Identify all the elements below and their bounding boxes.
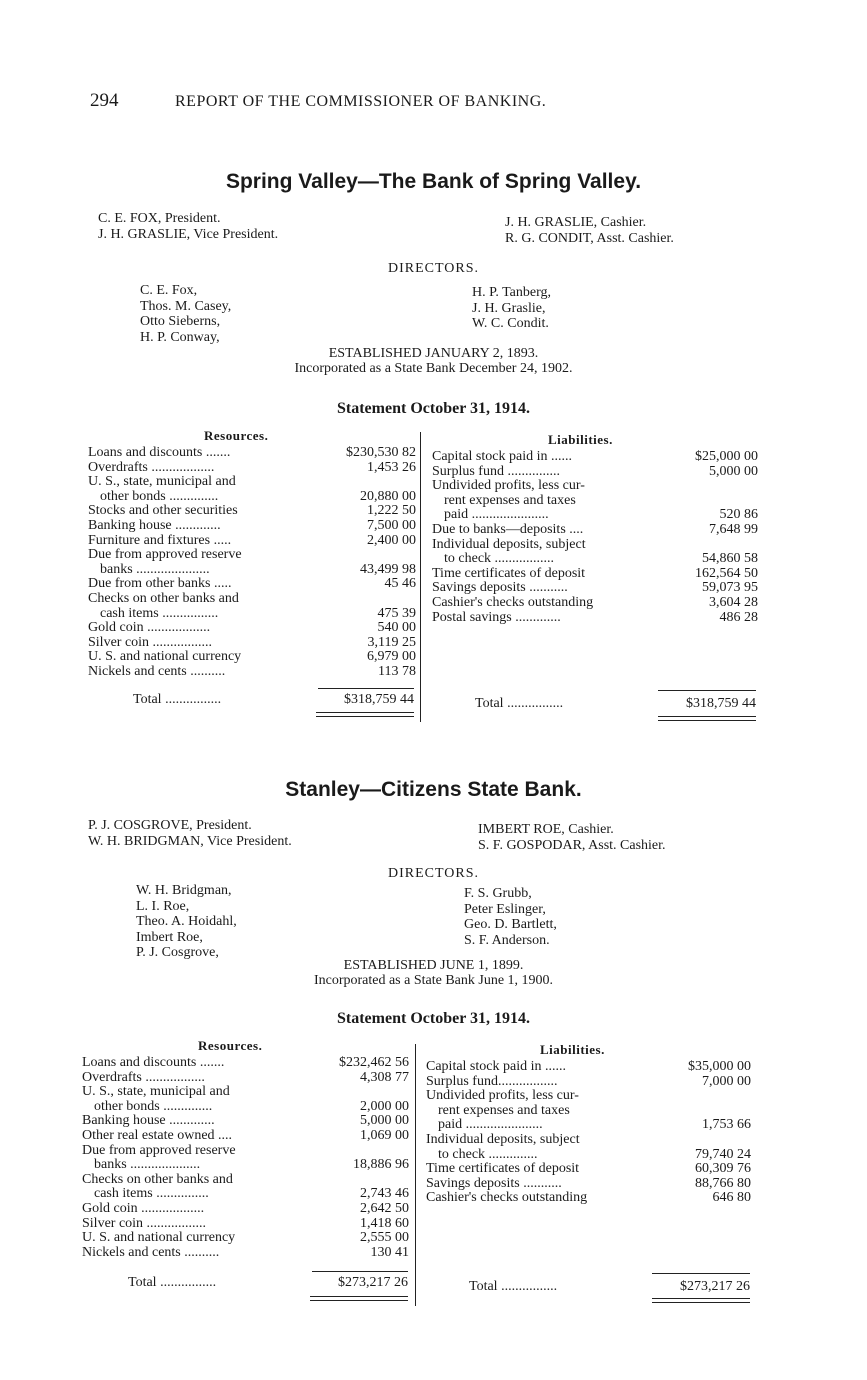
ledger-row [82,1158,409,1173]
director-name: W. C. Condit. [472,316,549,331]
item-label: U. S. and national currency [88,650,242,665]
ledger-row [82,1129,409,1144]
item-amount: 1,753 66 [702,1117,751,1133]
ledger-row [432,538,758,553]
total-liabilities: $318,759 44 [686,696,756,711]
double-rule-top [658,716,756,717]
item-label: Overdrafts .................. [88,460,215,475]
item-label: paid ...................... [444,508,549,523]
ledger-row [426,1118,751,1133]
item-label: Surplus fund................. [426,1074,558,1089]
item-amount: 540 00 [377,620,416,636]
item-label: Capital stock paid in ...... [432,450,572,464]
ledger-row [88,607,416,622]
officer-line: P. J. COSGROVE, President. [88,818,252,833]
total-resources: $273,217 26 [338,1275,408,1290]
item-amount: 59,073 95 [702,580,758,596]
ledger-row [82,1231,409,1246]
officer-line: S. F. GOSPODAR, Asst. Cashier. [478,838,666,853]
ledger-row [82,1144,409,1159]
item-label: to check .............. [438,1147,538,1162]
officer-line: IMBERT ROE, Cashier. [478,822,614,837]
ledger-row [82,1187,409,1202]
officer-line: J. H. GRASLIE, Vice President. [98,227,279,242]
ledger-row [432,581,758,596]
ledger-row [88,548,416,563]
bank-title: Stanley—Citizens State Bank. [285,778,582,801]
ledger-row [88,563,416,578]
item-amount: 20,880 00 [360,488,416,504]
item-label: Due from other banks ..... [88,577,232,592]
item-amount: 2,642 50 [360,1200,409,1216]
item-label: to check ................. [444,552,555,567]
ledger-row [82,1100,409,1115]
item-label: rent expenses and taxes [438,1103,570,1118]
ledger-row [88,621,416,636]
ledger-row [426,1177,751,1192]
item-label: other bonds .............. [100,489,219,504]
item-label: Postal savings ............. [432,610,561,625]
item-amount: 113 78 [378,663,416,679]
item-label: Furniture and fixtures ..... [88,533,232,548]
director-name: Thos. M. Casey, [140,298,232,314]
directors-label: DIRECTORS. [387,261,480,276]
item-amount: 2,400 00 [367,532,416,548]
item-amount: 1,453 26 [367,459,416,475]
item-amount: 88,766 80 [695,1175,751,1191]
director-name: W. H. Bridgman, [136,883,232,898]
ledger-row [88,636,416,651]
double-rule-bottom [652,1302,750,1303]
ledger-row [426,1191,751,1206]
item-amount: 5,000 00 [360,1113,409,1129]
ledger-row [88,461,416,476]
director-name: L. I. Roe, [136,898,190,914]
item-amount: 18,886 96 [353,1157,409,1173]
item-label: Due to banks—deposits .... [432,522,584,537]
resources-list [82,1056,409,1260]
ledger-row [426,1104,751,1119]
item-amount: $230,530 82 [346,445,416,460]
item-label: Silver coin ................. [88,635,213,650]
item-amount: $25,000 00 [695,449,758,464]
item-label: Silver coin ................. [82,1216,207,1231]
ledger-row [82,1173,409,1188]
page-number: 294 [90,90,119,111]
subtotal-rule [652,1273,750,1274]
item-label: Nickels and cents .......... [82,1245,220,1260]
ledger-row [432,494,758,509]
item-amount: 646 80 [712,1190,751,1206]
ledger-row [426,1162,751,1177]
item-label: Banking house ............. [82,1114,215,1129]
item-label: Time certificates of deposit [426,1162,580,1177]
item-label: Banking house ............. [88,518,221,533]
item-label: Gold coin .................. [88,621,211,636]
established [0,346,867,376]
item-amount: 520 86 [719,507,758,523]
ledger-row [426,1133,751,1148]
ledger-row [88,650,416,665]
item-amount: 2,743 46 [360,1186,409,1202]
item-label: Surplus fund ............... [432,464,560,479]
subtotal-rule [312,1271,408,1272]
item-amount: 54,860 58 [702,551,758,567]
director-name: Peter Eslinger, [464,901,546,917]
item-label: banks .................... [94,1158,201,1173]
item-label: cash items ............... [94,1187,209,1202]
item-label: Loans and discounts ....... [82,1056,225,1070]
item-label: Stocks and other securities [88,504,238,519]
established-line: ESTABLISHED JUNE 1, 1899. [343,958,524,973]
item-label: Time certificates of deposit [432,566,586,581]
total-resources: $318,759 44 [344,692,414,707]
director-name: Imbert Roe, [136,929,203,945]
ledger-row [432,450,758,465]
item-label: paid ...................... [438,1118,543,1133]
item-label: Due from approved reserve [82,1143,236,1158]
director-name: J. H. Graslie, [472,300,546,316]
item-amount: 7,000 00 [702,1073,751,1089]
officers-left [88,818,292,850]
item-amount: $232,462 56 [339,1055,409,1070]
director-name: P. J. Cosgrove, [136,945,219,960]
ledger-row [88,592,416,607]
double-rule-bottom [658,720,756,721]
item-amount: 2,000 00 [360,1098,409,1114]
item-label: Gold coin .................. [82,1201,205,1216]
ledger-row [426,1148,751,1163]
ledger-row [432,596,758,611]
ledger-row [426,1075,751,1090]
directors-right [464,886,557,948]
item-label: Checks on other banks and [88,591,239,606]
directors-left [136,883,237,961]
total-label: Total ................ [133,692,222,707]
total-liabilities-row [475,696,756,712]
officer-line: J. H. GRASLIE, Cashier. [505,215,647,230]
item-amount: 5,000 00 [709,463,758,479]
ledger-row [88,534,416,549]
ledger-row [82,1202,409,1217]
ledger-row [82,1085,409,1100]
item-amount: 3,119 25 [367,634,416,650]
item-amount: 130 41 [370,1244,409,1260]
item-label: Savings deposits ........... [432,581,568,596]
item-label: Nickels and cents .......... [88,664,226,679]
subtotal-rule [658,690,756,691]
item-label: Due from approved reserve [88,548,242,563]
ledger-row [88,504,416,519]
officers-right [505,215,674,247]
item-label: Individual deposits, subject [426,1132,580,1147]
item-amount: $35,000 00 [688,1059,751,1074]
item-amount: 79,740 24 [695,1146,751,1162]
column-divider [420,432,421,722]
directors-label: DIRECTORS. [387,866,480,881]
double-rule-top [316,712,414,713]
item-label: Individual deposits, subject [432,537,586,552]
item-label: banks ..................... [100,562,210,577]
ledger-row [432,611,758,626]
item-label: Undivided profits, less cur- [432,479,585,494]
officer-line: W. H. BRIDGMAN, Vice President. [88,834,292,849]
incorporated-line: Incorporated as a State Bank June 1, 1900. [313,973,554,988]
item-label: U. S. and national currency [82,1231,236,1246]
double-rule-top [652,1298,750,1299]
item-label: Other real estate owned .... [82,1128,233,1143]
item-amount: 43,499 98 [360,561,416,577]
director-name: Otto Sieberns, [140,314,221,329]
statement-title: Statement October 31, 1914. [337,400,530,417]
ledger-row [432,552,758,567]
ledger-row [88,475,416,490]
item-label: cash items ................ [100,606,219,621]
director-name: Geo. D. Bartlett, [464,917,557,932]
total-label: Total ................ [469,1279,558,1294]
resources-heading: Resources. [198,1038,263,1053]
liabilities-list [426,1060,751,1206]
total-label: Total ................ [475,696,564,711]
item-amount: 486 28 [719,609,758,625]
item-label: Loans and discounts ....... [88,446,231,460]
item-label: other bonds .............. [94,1099,213,1114]
item-label: U. S., state, municipal and [88,475,236,490]
liabilities-heading: Liabilities. [548,432,613,447]
ledger-row [88,446,416,461]
item-label: Undivided profits, less cur- [426,1089,579,1104]
item-label: Checks on other banks and [82,1172,233,1187]
double-rule-bottom [310,1300,408,1301]
director-name: Theo. A. Hoidahl, [136,914,237,929]
subtotal-rule [318,688,414,689]
item-label: Capital stock paid in ...... [426,1060,566,1074]
item-label: Cashier's checks outstanding [426,1191,588,1206]
ledger-row [82,1114,409,1129]
officers-right [478,822,666,854]
column-divider [415,1044,416,1306]
total-resources-row [133,692,414,708]
item-label: rent expenses and taxes [444,493,576,508]
ledger-row [426,1089,751,1104]
ledger-row [432,508,758,523]
resources-list [88,446,416,680]
ledger-row [88,519,416,534]
resources-heading: Resources. [204,428,269,443]
liabilities-list [432,450,758,625]
item-amount: 4,308 77 [360,1069,409,1085]
incorporated-line: Incorporated as a State Bank December 24, 1902. [294,361,573,376]
total-liabilities: $273,217 26 [680,1279,750,1294]
bank-title: Spring Valley—The Bank of Spring Valley. [225,170,642,193]
statement-title: Statement October 31, 1914. [337,1010,530,1027]
ledger-row [432,523,758,538]
ledger-row [88,577,416,592]
item-label: Overdrafts ................. [82,1070,205,1085]
total-liabilities-row [469,1279,750,1295]
liabilities-heading: Liabilities. [540,1042,605,1057]
item-amount: 7,500 00 [367,517,416,533]
director-name: H. P. Conway, [140,329,220,345]
officers-left [98,211,278,243]
director-name: H. P. Tanberg, [472,285,552,300]
ledger-row [432,479,758,494]
running-title: REPORT OF THE COMMISSIONER OF BANKING. [175,93,547,110]
ledger-row [82,1056,409,1071]
double-rule-bottom [316,716,414,717]
item-label: Cashier's checks outstanding [432,595,594,610]
established-line: ESTABLISHED JANUARY 2, 1893. [328,346,539,361]
item-amount: 475 39 [377,605,416,621]
director-name: S. F. Anderson. [464,932,550,948]
director-name: F. S. Grubb, [464,886,532,901]
item-amount: 6,979 00 [367,649,416,665]
item-amount: 60,309 76 [695,1161,751,1177]
item-amount: 162,564 50 [695,565,758,581]
officer-line: R. G. CONDIT, Asst. Cashier. [505,231,674,246]
total-resources-row [128,1275,408,1291]
ledger-row [432,567,758,582]
director-name: C. E. Fox, [140,283,198,298]
item-amount: 45 46 [384,576,416,592]
officer-line: C. E. FOX, President. [98,211,221,226]
ledger-row [432,465,758,480]
ledger-row [82,1217,409,1232]
item-amount: 1,222 50 [367,503,416,519]
established [0,958,867,988]
total-label: Total ................ [128,1275,217,1290]
ledger-row [82,1071,409,1086]
ledger-row [88,665,416,680]
item-amount: 3,604 28 [709,594,758,610]
directors-left [140,283,231,345]
ledger-row [82,1246,409,1261]
ledger-row [426,1060,751,1075]
item-amount: 1,069 00 [360,1127,409,1143]
double-rule-top [310,1296,408,1297]
item-amount: 7,648 99 [709,521,758,537]
item-label: Savings deposits ........... [426,1176,562,1191]
item-amount: 1,418 60 [360,1215,409,1231]
item-amount: 2,555 00 [360,1230,409,1246]
item-label: U. S., state, municipal and [82,1085,230,1100]
directors-right [472,285,551,332]
ledger-row [88,490,416,505]
